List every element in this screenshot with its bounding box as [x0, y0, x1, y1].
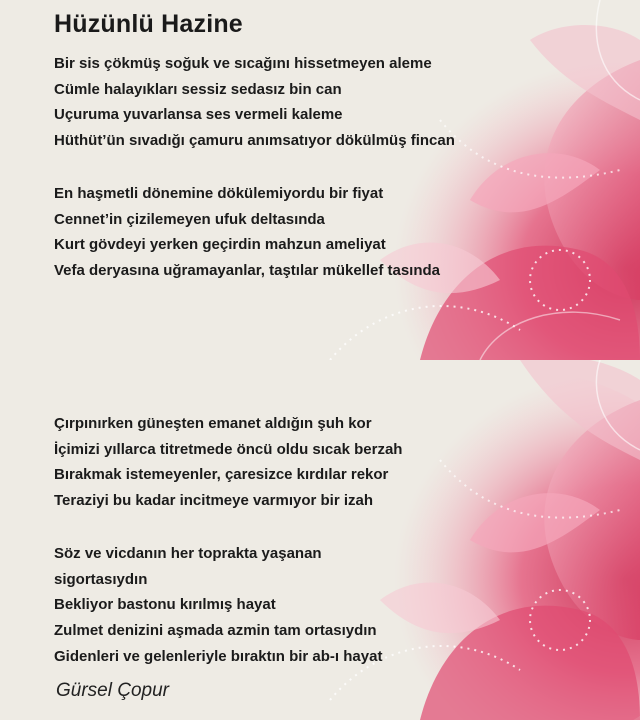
poem-title: Hüzünlü Hazine — [54, 10, 243, 38]
poem-line: Bekliyor bastonu kırılmış hayat — [54, 596, 276, 614]
poem-author: Gürsel Çopur — [56, 680, 169, 701]
poem-line: Bırakmak istemeyenler, çaresizce kırdılar rekor — [54, 466, 389, 484]
poem-line: İçimizi yıllarca titretmede öncü oldu sıcak berzah — [54, 440, 403, 458]
poem-line: Teraziyi bu kadar incitmeye varmıyor bir izah — [54, 492, 374, 510]
poem-line: Çırpınırken güneşten emanet aldığın şuh kor — [54, 415, 372, 432]
poem-line: Bir sis çökmüş soğuk ve sıcağını hissetmeyen aleme — [54, 55, 432, 72]
poem-line: Hüthüt’ün sıvadığı çamuru anımsatıyor dökülmüş fincan — [54, 132, 455, 150]
poem-line: Gidenleri ve gelenleriyle bıraktın bir ab-ı hayat — [54, 647, 383, 665]
stanza-2 — [54, 181, 440, 284]
stanza-1 — [54, 51, 455, 154]
poem-line: Cümle halayıkları sessiz sedasız bin can — [54, 80, 342, 98]
poem-line: Zulmet denizini aşmada azmin tam ortasıydın — [54, 622, 377, 640]
stanza-4 — [54, 541, 382, 670]
poem-line: sigortasıydın — [54, 570, 148, 588]
poem-line: Vefa deryasına uğramayanlar, taştılar mükellef tasında — [54, 262, 441, 280]
poem-line: Uçuruma yuvarlansa ses vermeli kaleme — [54, 106, 343, 124]
poem-line: Cennet’in çizilemeyen ufuk deltasında — [54, 210, 325, 228]
poem-line: En haşmetli dönemine dökülemiyordu bir fiyat — [54, 185, 384, 202]
stanza-3 — [54, 411, 402, 514]
poem-line: Kurt gövdeyi yerken geçirdin mahzun ameliyat — [54, 236, 386, 254]
poem-line: Söz ve vicdanın her toprakta yaşanan — [54, 545, 322, 562]
